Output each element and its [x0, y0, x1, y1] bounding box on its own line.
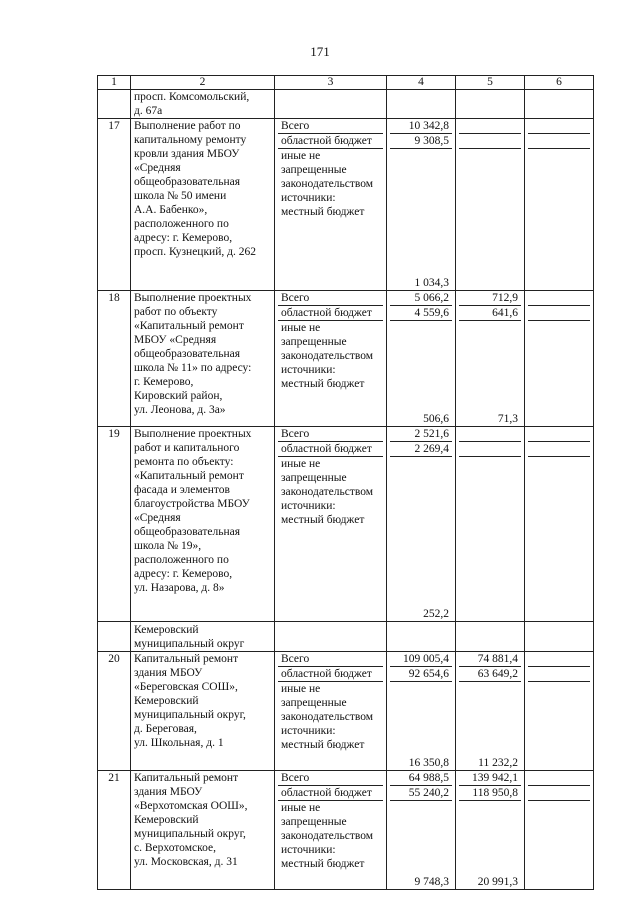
column-header: 1 [98, 76, 131, 90]
amount-value: 55 240,2 [390, 786, 452, 801]
empty-cell [387, 90, 456, 119]
funding-source: областной бюджет [278, 667, 383, 682]
column-header: 2 [131, 76, 275, 90]
funding-source: областной бюджет [278, 786, 383, 801]
amount-value [528, 134, 590, 149]
table-row [98, 291, 594, 427]
amount-value [459, 457, 521, 621]
funding-source: иные не запрещенные законодательством источники: местный бюджет [281, 683, 374, 751]
amount-value [528, 801, 590, 889]
amount-value: 10 342,8 [390, 119, 452, 134]
amount-value [528, 149, 590, 290]
empty-cell [275, 90, 387, 119]
amount-value: 109 005,4 [390, 652, 452, 667]
amount-value: 9 748,3 [414, 876, 449, 888]
amount-value [528, 442, 590, 457]
amount-value: 11 232,2 [478, 757, 518, 769]
funding-sources [275, 291, 387, 427]
amount-col-5 [456, 119, 525, 291]
section-title: Кемеровский муниципальный округ [131, 622, 275, 652]
amount-value: 1 034,3 [414, 277, 449, 289]
empty-cell [456, 90, 525, 119]
funding-table [97, 75, 594, 890]
amount-col-4 [387, 119, 456, 291]
amount-value [528, 321, 590, 426]
amount-value [459, 134, 521, 149]
amount-value [528, 291, 590, 306]
amount-col-4 [387, 427, 456, 622]
table-row [98, 119, 594, 291]
amount-value [528, 771, 590, 786]
amount-value [459, 149, 521, 290]
funding-source: Всего [278, 291, 383, 306]
funding-source: иные не запрещенные законодательством источники: местный бюджет [281, 150, 374, 218]
amount-col-5 [456, 427, 525, 622]
empty-cell [387, 622, 456, 652]
amount-col-4 [387, 652, 456, 771]
amount-value [459, 442, 521, 457]
funding-sources [275, 427, 387, 622]
amount-value: 2 521,6 [390, 427, 452, 442]
amount-col-5 [456, 652, 525, 771]
table-row [98, 771, 594, 890]
amount-col-4 [387, 291, 456, 427]
amount-value: 2 269,4 [390, 442, 452, 457]
funding-sources [275, 652, 387, 771]
funding-source: Всего [278, 427, 383, 442]
column-header: 5 [456, 76, 525, 90]
empty-cell [525, 90, 594, 119]
funding-source: иные не запрещенные законодательством источники: местный бюджет [281, 322, 374, 390]
row-number [98, 622, 131, 652]
amount-value: 139 942,1 [459, 771, 521, 786]
amount-value [528, 667, 590, 682]
amount-value: 71,3 [497, 413, 518, 425]
amount-col-6 [525, 119, 594, 291]
funding-source: Всего [278, 771, 383, 786]
amount-value: 118 950,8 [459, 786, 521, 801]
amount-value [528, 786, 590, 801]
object-name: Капитальный ремонт здания МБОУ «Верхотомская ООШ», Кемеровский муниципальный округ, с. Верхотомское, ул. Московская, д. 31 [131, 771, 275, 890]
empty-cell [525, 622, 594, 652]
amount-value [459, 119, 521, 134]
amount-value: 506,6 [423, 413, 449, 425]
continuation-row [98, 90, 594, 119]
row-number: 19 [98, 427, 131, 622]
column-header: 4 [387, 76, 456, 90]
amount-value [528, 682, 590, 770]
object-name: Выполнение проектных работ и капитального ремонта по объекту: «Капитальный ремонт фасада и элементов благоустройства МБОУ «Средняя общеобразовательная школа № 19», расположенного по адресу: г. Кемерово, ул. Назарова, д. 8» [131, 427, 275, 622]
page-number: 171 [310, 44, 330, 59]
row-number: 21 [98, 771, 131, 890]
amount-value: 712,9 [459, 291, 521, 306]
row-number: 17 [98, 119, 131, 291]
amount-value: 5 066,2 [390, 291, 452, 306]
amount-value: 20 991,3 [477, 876, 518, 888]
amount-value: 9 308,5 [390, 134, 452, 149]
amount-col-5 [456, 771, 525, 890]
funding-sources [275, 771, 387, 890]
funding-source: областной бюджет [278, 442, 383, 457]
amount-value [528, 427, 590, 442]
row-number: 20 [98, 652, 131, 771]
object-name: просп. Комсомольский, д. 67а [131, 90, 275, 119]
row-number: 18 [98, 291, 131, 427]
amount-value: 92 654,6 [390, 667, 452, 682]
amount-value: 252,2 [423, 608, 449, 620]
section-row [98, 622, 594, 652]
amount-value [528, 457, 590, 621]
funding-source: Всего [278, 119, 383, 134]
funding-source: областной бюджет [278, 134, 383, 149]
empty-cell [275, 622, 387, 652]
amount-value: 641,6 [459, 306, 521, 321]
amount-value: 4 559,6 [390, 306, 452, 321]
table-row [98, 652, 594, 771]
header-row [98, 76, 594, 90]
table-row [98, 427, 594, 622]
amount-value: 64 988,5 [390, 771, 452, 786]
amount-col-5 [456, 291, 525, 427]
amount-col-6 [525, 771, 594, 890]
funding-source: Всего [278, 652, 383, 667]
object-name: Выполнение работ по капитальному ремонту кровли здания МБОУ «Средняя общеобразовательная школа № 50 имени А.А. Бабенко», расположенного по адресу: г. Кемерово, просп. Кузнецкий, д. 262 [131, 119, 275, 291]
column-header: 3 [275, 76, 387, 90]
amount-col-6 [525, 427, 594, 622]
funding-source: иные не запрещенные законодательством источники: местный бюджет [281, 802, 374, 870]
row-number [98, 90, 131, 119]
amount-value: 63 649,2 [459, 667, 521, 682]
funding-source: иные не запрещенные законодательством источники: местный бюджет [281, 458, 374, 526]
object-name: Выполнение проектных работ по объекту «Капитальный ремонт МБОУ «Средняя общеобразовательная школа № 11» по адресу: г. Кемерово, Кировский район, ул. Леонова, д. 3а» [131, 291, 275, 427]
amount-col-4 [387, 771, 456, 890]
amount-value: 16 350,8 [408, 757, 449, 769]
amount-value: 74 881,4 [459, 652, 521, 667]
object-name: Капитальный ремонт здания МБОУ «Береговская СОШ», Кемеровский муниципальный округ, д. Береговая, ул. Школьная, д. 1 [131, 652, 275, 771]
amount-value [528, 652, 590, 667]
funding-source: областной бюджет [278, 306, 383, 321]
amount-col-6 [525, 291, 594, 427]
empty-cell [456, 622, 525, 652]
column-header: 6 [525, 76, 594, 90]
funding-sources [275, 119, 387, 291]
amount-value [459, 427, 521, 442]
amount-value [528, 119, 590, 134]
amount-value [528, 306, 590, 321]
amount-col-6 [525, 652, 594, 771]
